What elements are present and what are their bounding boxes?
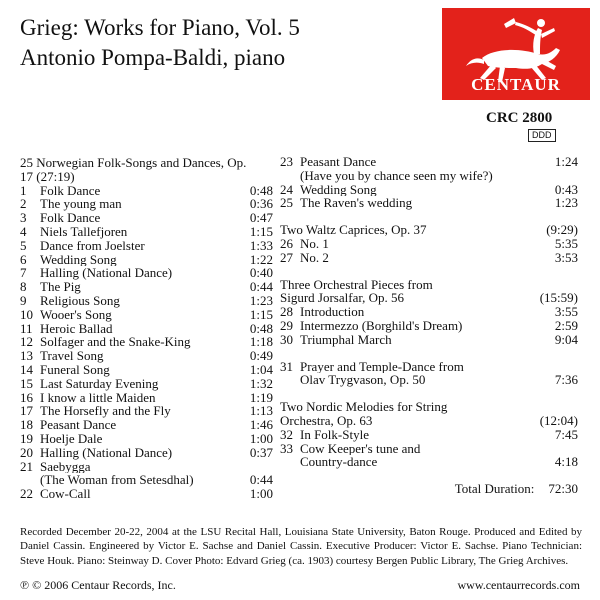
track-duration: 5:35	[554, 235, 578, 251]
track-number: 1	[20, 182, 27, 198]
track-number: 13	[20, 348, 33, 364]
track-number: 30	[280, 331, 293, 347]
work-heading: Two Waltz Caprices, Op. 37	[280, 223, 427, 237]
track-title: Hoelje Dale	[40, 431, 103, 446]
track-duration: 7:36	[554, 372, 578, 388]
track-duration: 0:48	[249, 320, 273, 336]
track-number: 19	[20, 430, 33, 446]
track-row	[20, 391, 273, 405]
centaur-logo	[442, 8, 590, 100]
track-title: Prayer and Temple-Dance from	[300, 359, 464, 374]
track-row	[280, 251, 578, 265]
track-number: 32	[280, 426, 293, 442]
track-title: Cow Keeper's tune and	[300, 441, 421, 456]
track-row	[280, 442, 578, 456]
track-row	[20, 487, 273, 501]
track-duration: 1:04	[249, 361, 273, 377]
track-title: No. 2	[300, 250, 329, 265]
track-row	[20, 239, 273, 253]
total-duration-label: Total Duration:	[454, 481, 535, 497]
track-title: Peasant Dance	[300, 155, 377, 169]
track-row	[280, 196, 578, 210]
track-number: 15	[20, 375, 33, 391]
track-list	[280, 428, 578, 469]
track-list	[280, 237, 578, 265]
track-duration: 3:53	[554, 249, 578, 265]
track-title: Peasant Dance	[40, 418, 117, 432]
track-duration: 1:15	[249, 306, 273, 322]
track-duration: 1:18	[249, 334, 273, 350]
track-list	[280, 155, 578, 210]
track-duration: 0:36	[249, 196, 273, 212]
track-number: 14	[20, 361, 33, 377]
work-heading: Three Orchestral Pieces from	[280, 276, 433, 292]
track-duration: 1:00	[249, 486, 273, 502]
work-heading: 25 Norwegian Folk-Songs and Dances, Op.	[20, 155, 247, 170]
track-title: Folk Dance	[40, 211, 101, 225]
track-duration: 0:49	[249, 348, 273, 364]
track-row	[20, 335, 273, 349]
track-row	[20, 280, 273, 294]
work-heading-line2: Sigurd Jorsalfar, Op. 56	[280, 291, 405, 306]
track-number: 3	[20, 210, 27, 226]
work-total: (15:59)	[539, 290, 578, 306]
performer-line: Antonio Pompa-Baldi, piano	[20, 45, 286, 70]
track-row	[20, 349, 273, 363]
track-row	[20, 308, 273, 322]
track-duration: 0:47	[249, 210, 273, 226]
track-duration	[227, 460, 273, 474]
track-title: Intermezzo (Borghild's Dream)	[300, 318, 463, 333]
track-row	[20, 404, 273, 418]
work-heading-row	[280, 414, 578, 428]
track-row	[20, 473, 273, 487]
track-number	[20, 473, 40, 487]
track-number: 6	[20, 251, 27, 267]
track-number: 16	[20, 389, 33, 405]
track-row	[20, 184, 273, 198]
track-number: 9	[20, 292, 27, 308]
track-duration: 9:04	[554, 331, 578, 347]
track-title: Wedding Song	[40, 252, 117, 267]
track-row	[280, 237, 578, 251]
track-number: 11	[20, 320, 33, 336]
track-row	[280, 373, 578, 387]
track-row	[280, 183, 578, 197]
total-duration-row	[280, 482, 578, 496]
track-row	[20, 211, 273, 225]
track-duration: 0:43	[554, 181, 578, 197]
track-duration: 0:37	[249, 444, 273, 460]
track-duration: 1:19	[249, 389, 273, 405]
track-duration: 0:44	[249, 472, 273, 488]
track-number	[280, 169, 300, 183]
track-row	[280, 169, 578, 183]
track-duration: 0:44	[249, 279, 273, 295]
website-url: www.centaurrecords.com	[457, 578, 580, 592]
album-title: Grieg: Works for Piano, Vol. 5	[20, 15, 300, 40]
track-title: The Raven's wedding	[300, 196, 413, 211]
track-title: No. 1	[300, 236, 329, 251]
track-number: 7	[20, 265, 27, 281]
track-row	[280, 319, 578, 333]
track-duration: 0:48	[249, 182, 273, 198]
track-title: Last Saturday Evening	[40, 376, 159, 391]
track-row	[20, 294, 273, 308]
track-number: 28	[280, 304, 293, 320]
track-row	[20, 322, 273, 336]
track-title: Religious Song	[40, 293, 120, 308]
track-title: Heroic Ballad	[40, 321, 113, 336]
track-number: 10	[20, 306, 33, 322]
track-number: 26	[280, 235, 293, 251]
track-duration: 0:40	[249, 265, 273, 281]
recording-notes: Recorded December 20-22, 2004 at the LSU Recital Hall, Louisiana State University, Baton Rouge. Produced and Edited by Daniel Cassin. Engineered by Victor E. Sachse and Daniel Cassin. Executive Producer: Victor E. Sachse. Piano Technician: Steve Houk. Piano: Steinway D. Cover Photo: Edvard Grieg (ca. 1903) courtesy Bergen Public Library, The Grieg Archives.	[20, 526, 582, 567]
track-duration: 1:46	[249, 417, 273, 433]
track-number: 33	[280, 440, 293, 456]
track-title: Saebygga	[40, 459, 91, 474]
track-title: Halling (National Dance)	[40, 266, 173, 281]
track-number: 23	[280, 154, 293, 169]
track-title: (The Woman from Setesdhal)	[40, 473, 194, 488]
track-number: 4	[20, 223, 27, 239]
track-title: The young man	[40, 197, 122, 212]
track-title: Introduction	[300, 305, 365, 319]
track-row	[20, 253, 273, 267]
track-title: Cow-Call	[40, 487, 91, 501]
track-row	[20, 418, 273, 432]
track-title: In Folk-Style	[300, 427, 369, 442]
tracklist-left	[20, 156, 273, 501]
track-title: Funeral Song	[40, 362, 110, 377]
catalog-number: CRC 2800	[486, 110, 553, 126]
track-duration: 1:32	[249, 375, 273, 391]
track-title: Solfager and the Snake-King	[40, 335, 191, 350]
track-duration: 1:15	[249, 223, 273, 239]
track-number: 18	[20, 417, 33, 433]
track-row	[280, 428, 578, 442]
track-number: 17	[20, 403, 33, 419]
track-duration: 3:55	[554, 304, 578, 320]
track-duration	[526, 442, 578, 456]
logo-wordmark: CENTAUR	[471, 75, 561, 94]
work-heading-row	[280, 223, 578, 237]
track-number: 8	[20, 279, 27, 295]
track-title: Travel Song	[40, 349, 104, 363]
track-duration: 2:59	[554, 317, 578, 333]
work-total: (9:29)	[546, 222, 578, 238]
track-title: Dance from Joelster	[40, 238, 145, 253]
track-number: 25	[280, 195, 293, 211]
track-row	[20, 460, 273, 474]
track-number: 31	[280, 358, 293, 374]
track-row	[20, 377, 273, 391]
work-heading: Two Nordic Melodies for String	[280, 399, 448, 415]
track-title: Triumphal March	[300, 332, 392, 347]
track-title: Niels Tallefjoren	[40, 224, 128, 239]
track-title: The Pig	[40, 280, 81, 294]
work-heading-line2: 17 (27:19)	[20, 168, 75, 184]
track-number: 12	[20, 334, 33, 350]
track-title: Country-dance	[300, 455, 378, 470]
track-title: The Horsefly and the Fly	[40, 404, 171, 419]
track-number: 20	[20, 444, 33, 460]
track-list	[280, 305, 578, 346]
track-duration: 1:13	[249, 403, 273, 419]
work-heading-row	[280, 291, 578, 305]
track-title: I know a little Maiden	[40, 390, 156, 405]
track-title: Olav Trygvason, Op. 50	[300, 373, 426, 388]
track-number: 29	[280, 317, 293, 333]
track-number: 22	[20, 486, 33, 502]
track-title: Wedding Song	[300, 182, 377, 197]
track-number: 27	[280, 249, 293, 265]
track-number: 21	[20, 458, 33, 474]
track-row	[280, 360, 578, 374]
tracklist-right	[280, 155, 578, 496]
copyright: ℗ © 2006 Centaur Records, Inc.	[20, 578, 176, 592]
track-duration: 1:23	[554, 195, 578, 211]
track-row	[20, 446, 273, 460]
track-number: 2	[20, 196, 27, 212]
ddd-badge: DDD	[528, 129, 556, 142]
track-row	[280, 155, 578, 169]
track-duration: 1:24	[554, 154, 578, 169]
track-title: Halling (National Dance)	[40, 445, 173, 460]
track-row	[280, 305, 578, 319]
track-row	[20, 197, 273, 211]
work-total: (12:04)	[539, 412, 578, 428]
track-number	[280, 455, 300, 469]
track-duration: 1:00	[249, 430, 273, 446]
work-heading-line2: Orchestra, Op. 63	[280, 413, 373, 428]
track-duration: 4:18	[554, 454, 578, 470]
track-row	[280, 333, 578, 347]
track-title: Wooer's Song	[40, 307, 112, 322]
track-duration: 1:33	[249, 237, 273, 253]
track-row	[20, 363, 273, 377]
track-title: (Have you by chance seen my wife?)	[300, 168, 493, 183]
track-list	[20, 184, 273, 501]
track-number: 5	[20, 237, 27, 253]
track-title: Folk Dance	[40, 183, 101, 198]
total-duration-value: 72:30	[548, 481, 578, 497]
track-row	[280, 455, 578, 469]
track-duration: 7:45	[554, 426, 578, 442]
track-duration	[526, 169, 578, 183]
track-duration: 1:22	[249, 251, 273, 267]
track-row	[20, 432, 273, 446]
track-row	[20, 266, 273, 280]
track-duration: 1:23	[249, 292, 273, 308]
track-number: 24	[280, 181, 293, 197]
track-row	[20, 225, 273, 239]
